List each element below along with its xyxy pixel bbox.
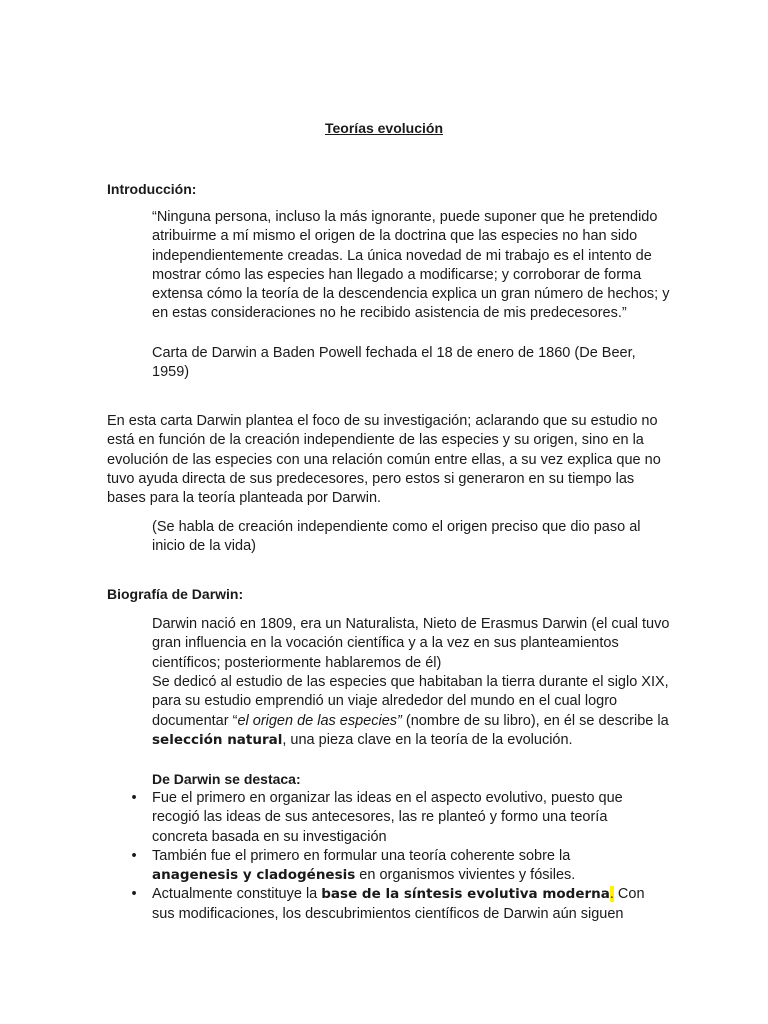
list-item: • Fue el primero en organizar las ideas en el aspecto evolutivo, puesto que recogió las ideas de sus antecesores, las re planteó y formo una teoría concreta basada en su investigación	[128, 789, 648, 847]
bullet-icon: •	[131, 790, 137, 806]
bold-term: anagenesis y cladogénesis	[152, 867, 356, 884]
bio-paragraph-1: Darwin nació en 1809, era un Naturalista, Nieto de Erasmus Darwin (el cual tuvo gran influencia en la vocación científica y a la vez en sus planteamientos científicos; posteriormente hablaremos de él)	[152, 616, 670, 671]
creation-note: (Se habla de creación independiente como el origen preciso que dio paso al inicio de la vida)	[152, 519, 641, 555]
bullet-icon: •	[131, 847, 137, 864]
intro-paragraph: En esta carta Darwin plantea el foco de su investigación; aclarando que su estudio no está en función de la creación independiente de las especies y su origen, sino en la evolución de las especies con una relación común entre ellas, a su vez explica que no tuvo ayuda directa de sus predecesores, pero estos si generaron en su tiempo las bases para la teoría planteada por Darwin.	[107, 413, 661, 507]
list-item: • También fue el primero en formular una teoría coherente sobre la anagenesis y cladogénesis en organismos vivientes y fósiles.	[128, 847, 648, 886]
bio-heading: Biografía de Darwin:	[107, 586, 244, 602]
bold-term: base de la síntesis evolutiva moderna	[321, 886, 610, 903]
intro-heading: Introducción:	[107, 181, 197, 197]
bullet-icon: •	[131, 886, 137, 903]
bold-term: selección natural	[152, 731, 283, 748]
bio-paragraph-2: Se dedicó al estudio de las especies que habitaban la tierra durante el siglo XIX, para su estudio emprendió un viaje alrededor del mundo en el cual logro documentar “el origen de las especies” (nombre de su libro), en él se describe la selección natural, una pieza clave en la teoría de la evolución.	[152, 674, 669, 748]
highlight-mark: .	[609, 886, 614, 903]
darwin-quote: “Ninguna persona, incluso la más ignorante, puede suponer que he pretendido atribuirme a mí mismo el origen de la doctrina que las especies no han sido independientemente creadas. La única novedad de mi trabajo es el intento de mostrar cómo las especies han llegado a modificarse; y corroborar de forma extensa cómo la teoría de la descendencia explica un gran número de hechos; y en estas consideraciones no he recibido asistencia de mis predecesores.”	[152, 209, 670, 322]
quote-source: Carta de Darwin a Baden Powell fechada el 18 de enero de 1860 (De Beer, 1959)	[152, 345, 636, 381]
document-title: Teorías evolución	[325, 120, 443, 136]
highlights-list	[128, 789, 648, 924]
book-title: el origen de las especies”	[237, 712, 402, 729]
highlights-subheading: De Darwin se destaca:	[152, 771, 301, 787]
list-item: • Actualmente constituye la base de la síntesis evolutiva moderna. Con sus modificaciones, los descubrimientos científicos de Darwin aún siguen	[128, 885, 648, 924]
